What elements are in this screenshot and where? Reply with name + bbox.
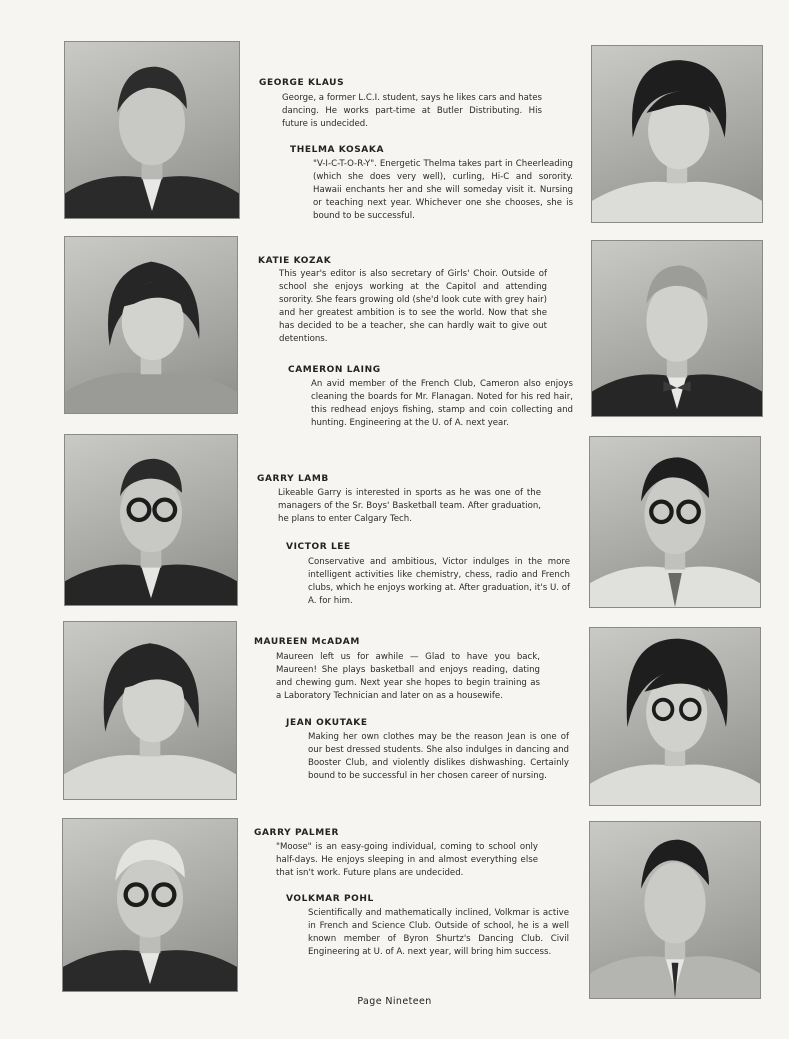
portrait-cameron-laing — [591, 240, 763, 417]
student-name: GARRY PALMER — [254, 828, 340, 838]
portrait-volkmar-pohl — [589, 821, 761, 999]
student-bio: Making her own clothes may be the reason Jean is one of our best dressed students. She also indulges in dancing and Booster Club, and violently dislikes dishwashing. Certainly bound to be successful in her chosen career of nursing. — [308, 732, 569, 782]
student-bio: Scientifically and mathematically inclined, Volkmar is active in French and Science Club. Outside of school, he is a well known member of Byron Shurtz's Dancing Club. Civil Engineering at U. of A. next year, will bring him success. — [308, 908, 569, 958]
student-name: VOLKMAR POHL — [286, 894, 374, 904]
student-name: CAMERON LAING — [288, 365, 381, 375]
student-bio: George, a former L.C.I. student, says he likes cars and hates dancing. He works part-time at Butler Distributing. His future is undecided. — [282, 93, 542, 130]
portrait-george-klaus — [64, 41, 240, 219]
student-bio: "V-I-C-T-O-R-Y". Energetic Thelma takes part in Cheerleading (which she does very well), curling, Hi-C and sorority. Hawaii enchants her and she will someday visit it. Nursing or teaching next year. Whichever one she chooses, she is bound to be successful. — [313, 159, 573, 222]
student-bio: "Moose" is an easy-going individual, coming to school only half-days. He enjoys sleeping in and almost everything else that isn't work. Future plans are undecided. — [276, 842, 538, 879]
student-name: VICTOR LEE — [286, 542, 351, 552]
student-bio: An avid member of the French Club, Cameron also enjoys cleaning the boards for Mr. Flanagan. Noted for his red hair, this redhead enjoys fishing, stamp and coin collecting and hunting. Engineering at the U. of A. next year. — [311, 379, 573, 429]
student-name: GEORGE KLAUS — [259, 78, 345, 88]
portrait-victor-lee — [589, 436, 761, 608]
student-name: KATIE KOZAK — [258, 256, 332, 266]
portrait-katie-kozak — [64, 236, 238, 414]
student-bio: Likeable Garry is interested in sports as he was one of the managers of the Sr. Boys' Basketball team. After graduation, he plans to enter Calgary Tech. — [278, 488, 541, 525]
portrait-garry-palmer — [62, 818, 238, 992]
portrait-thelma-kosaka — [591, 45, 763, 223]
student-name: JEAN OKUTAKE — [286, 718, 368, 728]
portrait-maureen-mcadam — [63, 621, 237, 800]
page-number: Page Nineteen — [357, 996, 432, 1007]
student-bio: This year's editor is also secretary of Girls' Choir. Outside of school she enjoys working at the Capitol and attending sorority. She fears growing old (she'd look cute with grey hair) and her greatest ambition is to see the world. Now that she has decided to be a teacher, she can hardly wait to give out detentions. — [279, 269, 547, 345]
portrait-jean-okutake — [589, 627, 761, 806]
student-name: THELMA KOSAKA — [290, 145, 385, 155]
student-name: GARRY LAMB — [257, 474, 329, 484]
portrait-garry-lamb — [64, 434, 238, 606]
student-bio: Conservative and ambitious, Victor indulges in the more intelligent activities like chemistry, chess, radio and French clubs, which he enjoys working at. After graduation, it's U. of A. for him. — [308, 557, 570, 607]
student-bio: Maureen left us for awhile — Glad to have you back, Maureen! She plays basketball and enjoys reading, dating and chewing gum. Next year she hopes to begin training as a Laboratory Technician and later on as a housewife. — [276, 652, 540, 702]
student-name: MAUREEN McADAM — [254, 637, 360, 647]
